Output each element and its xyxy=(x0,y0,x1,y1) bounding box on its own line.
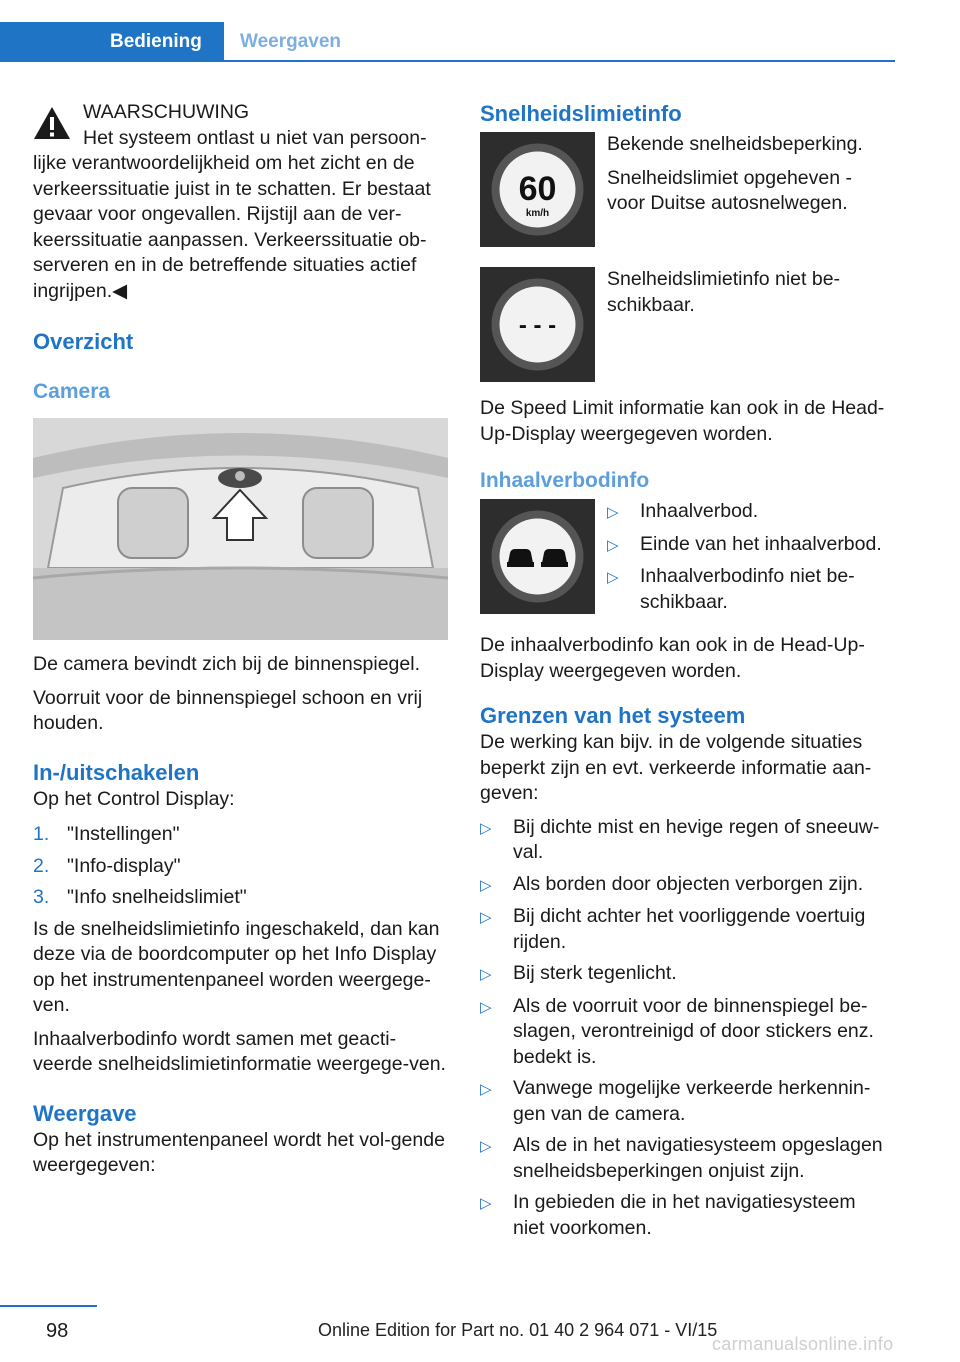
list-item xyxy=(607,499,892,526)
camera-text-1: De camera bevindt zich bij de binnenspiegel. xyxy=(33,653,420,675)
weergave-text: Op het instrumentenpaneel wordt het vol-gende weergegeven: xyxy=(33,1128,445,1176)
step-text: "Info-display" xyxy=(67,854,181,877)
camera-text-2: Voorruit voor de binnenspiegel schoon en vrij houden. xyxy=(33,686,423,734)
no-overtaking-list xyxy=(595,499,892,621)
warning-text: lijke verantwoordelijkheid om het zicht en de verkeerssituatie juist in te schatten. Er bestaat gevaar voor ongevallen. Rijstijl aan de ver-keerssituatie aanpassen. Verkeerssituatie ob-serveren en in de betreffende situaties actief ingrijpen.◀ xyxy=(33,152,431,302)
list-item xyxy=(480,872,892,899)
list-item-text: Inhaalverbod. xyxy=(640,500,759,522)
list-item xyxy=(480,815,892,866)
in-uit-text-2: Inhaalverbodinfo wordt samen met geacti-veerde snelheidslimietinformatie weergege-ven. xyxy=(33,1027,446,1075)
list-item-text: Bij dichte mist en hevige regen of sneeuw-val. xyxy=(513,815,880,863)
tab-weergaven-label[interactable]: Weergaven xyxy=(240,31,342,52)
step-text: "Instellingen" xyxy=(67,823,180,845)
right-column xyxy=(480,100,892,1247)
heading-in-uitschakelen: In-/uitschakelen xyxy=(33,759,200,785)
sign2-text: Snelheidslimietinfo niet be-schikbaar. xyxy=(607,268,841,316)
list-item-text: Als de in het navigatiesysteem opgeslagen snelheidsbeperkingen onjuist zijn. xyxy=(513,1134,883,1182)
list-item xyxy=(33,822,448,848)
list-item xyxy=(607,564,892,615)
sign-description xyxy=(595,132,892,247)
sign-description xyxy=(595,267,892,382)
list-item xyxy=(480,1076,892,1127)
in-uit-intro: Op het Control Display: xyxy=(33,787,235,810)
warning-triangle-icon xyxy=(33,106,71,140)
speed-limit-value: 60 xyxy=(518,170,557,208)
list-item xyxy=(480,994,892,1071)
speed-limit-hud-text: De Speed Limit informatie kan ook in de Head-Up-Display weergegeven worden. xyxy=(480,397,885,445)
triangle-bullet-icon: ▷ xyxy=(480,876,492,894)
step-number: 1. xyxy=(33,823,50,845)
step-text: "Info snelheidslimiet" xyxy=(67,886,247,908)
in-uit-text-1: Is de snelheidslimietinfo ingeschakeld, dan kan deze via de boordcomputer op het Info Display op het instrumentenpaneel worden weergege-ven. xyxy=(33,917,440,1016)
no-overtaking-sign-icon xyxy=(480,499,595,614)
list-item xyxy=(33,885,448,911)
heading-camera: Camera xyxy=(33,380,111,403)
triangle-bullet-icon: ▷ xyxy=(607,569,619,586)
heading-inhaalverbodinfo: Inhaalverbodinfo xyxy=(480,469,650,492)
list-item-text: Als de voorruit voor de binnenspiegel be-slagen, verontreinigd of door stickers enz. bedekt is. xyxy=(513,994,874,1068)
sign-row-speed-limit xyxy=(480,132,892,247)
edition-text: Online Edition for Part no. 01 40 2 964 071 - VI/15 xyxy=(318,1320,718,1340)
triangle-bullet-icon: ▷ xyxy=(607,536,619,554)
steps-list xyxy=(33,822,448,911)
page-number: 98 xyxy=(46,1320,69,1342)
list-item xyxy=(480,1190,892,1241)
triangle-bullet-icon: ▷ xyxy=(480,819,492,837)
list-item-text: Bij dicht achter het voorliggende voertuig rijden. xyxy=(513,905,866,953)
warning-text-first-line: Het systeem ontlast u niet van persoon- xyxy=(83,126,427,149)
list-item-text: Einde van het inhaalverbod. xyxy=(640,532,882,555)
sign1-text-1: Bekende snelheidsbeperking. xyxy=(607,133,863,155)
list-item xyxy=(33,854,448,880)
triangle-bullet-icon: ▷ xyxy=(480,966,492,983)
warning-title: WAARSCHUWING xyxy=(83,101,250,123)
sign1-text-2: Snelheidslimiet opgeheven - voor Duitse autosnelwegen. xyxy=(607,166,852,214)
heading-grenzen: Grenzen van het systeem xyxy=(480,703,746,728)
footer-divider xyxy=(0,1305,97,1307)
list-item xyxy=(480,961,892,988)
camera-location-photo xyxy=(33,418,448,640)
speed-limit-unavailable-icon xyxy=(480,267,595,382)
no-overtaking-hud-text: De inhaalverbodinfo kan ook in de Head-Up-Display weergegeven worden. xyxy=(480,634,865,682)
left-column xyxy=(33,100,448,1187)
page-header xyxy=(0,0,960,62)
speed-limit-unit: km/h xyxy=(525,208,550,219)
triangle-bullet-icon: ▷ xyxy=(480,1138,492,1155)
list-item-text: Inhaalverbodinfo niet be-schikbaar. xyxy=(640,565,855,613)
list-item-text: Vanwege mogelijke verkeerde herkennin-gen van de camera. xyxy=(513,1077,871,1125)
step-number: 2. xyxy=(33,854,50,877)
heading-weergave: Weergave xyxy=(33,1100,137,1126)
list-item-text: In gebieden die in het navigatiesysteem niet voorkomen. xyxy=(513,1191,856,1239)
list-item xyxy=(480,904,892,955)
triangle-bullet-icon: ▷ xyxy=(480,998,492,1016)
step-number: 3. xyxy=(33,886,50,908)
speed-limit-sign-icon xyxy=(480,132,595,247)
watermark: carmanualsonline.info xyxy=(712,1334,894,1354)
limitations-list xyxy=(480,815,892,1242)
triangle-bullet-icon: ▷ xyxy=(480,909,492,926)
heading-overzicht: Overzicht xyxy=(33,329,134,354)
header-divider xyxy=(0,60,895,62)
warning-block xyxy=(33,100,448,304)
triangle-bullet-icon: ▷ xyxy=(480,1081,492,1098)
grenzen-intro: De werking kan bijv. in de volgende situaties beperkt zijn en evt. verkeerde informatie aan-geven: xyxy=(480,731,872,804)
list-item xyxy=(480,1133,892,1184)
sign-row-unavailable xyxy=(480,267,892,382)
list-item-text: Als borden door objecten verborgen zijn. xyxy=(513,872,864,895)
triangle-bullet-icon: ▷ xyxy=(480,1195,492,1212)
heading-snelheidslimietinfo: Snelheidslimietinfo xyxy=(480,101,682,126)
unavailable-dashes: - - - xyxy=(518,312,557,339)
triangle-bullet-icon: ▷ xyxy=(607,504,619,521)
list-item xyxy=(607,532,892,559)
sign-row-no-overtaking xyxy=(480,499,892,621)
tab-bediening-label[interactable]: Bediening xyxy=(110,31,202,52)
list-item-text: Bij sterk tegenlicht. xyxy=(513,962,677,984)
